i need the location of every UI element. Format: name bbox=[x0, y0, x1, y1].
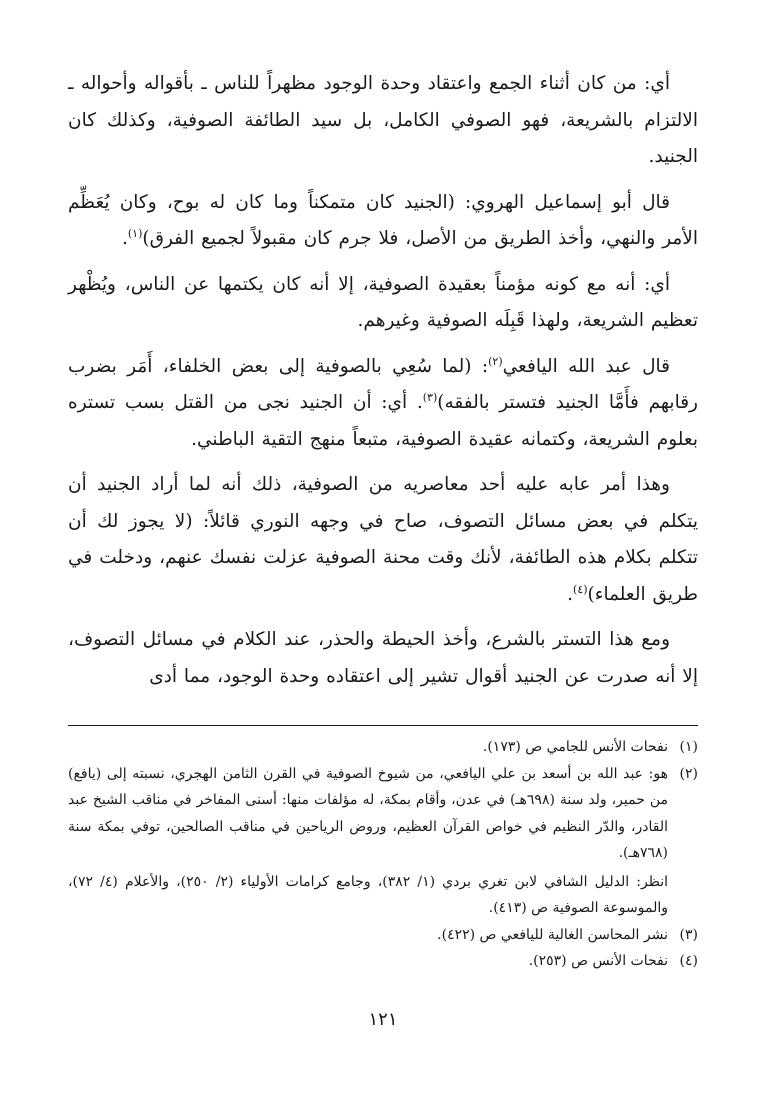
paragraph-1: أي: من كان أثناء الجمع واعتقاد وحدة الوجود مظهراً للناس ـ بأقواله وأحواله ـ الالتزام بالشريعة، فهو الصوفي الكامل، بل سيد الطائفة الصوفية، وكذلك كان الجنيد. bbox=[68, 73, 698, 167]
footnote-ref-4[interactable]: (٤) bbox=[573, 582, 588, 596]
footnote-ref-2[interactable]: (٢) bbox=[488, 354, 503, 368]
footnote-ref-3[interactable]: (٣) bbox=[422, 390, 438, 404]
footnote-1: (١) نفحات الأنس للجامي ص (١٧٣). bbox=[482, 739, 698, 755]
footnote-2-sources: انظر: الدليل الشافي لابن تغري بردي (١/ ٣٨٢)، وجامع كرامات الأولياء (٢/ ٢٥٠)، والأعلام (٤/ ٧٢)، والموسوعة الصوفية ص (٤١٣). bbox=[68, 873, 668, 916]
book-page bbox=[68, 66, 698, 1076]
footnote-divider bbox=[68, 725, 698, 726]
page-number: ١٢١ bbox=[368, 1009, 398, 1030]
footnote-3: (٣) نشر المحاسن الغالية لليافعي ص (٤٢٢). bbox=[437, 926, 698, 943]
footnotes-section bbox=[68, 734, 698, 975]
paragraph-6: ومع هذا التستر بالشرع، وأخذ الحيطة والحذر، عند الكلام في مسائل التصوف، إلا أنه صدرت عن الجنيد أقوال تشير إلى اعتقاده وحدة الوجود، مما أدى bbox=[68, 629, 698, 687]
footnote-ref-1[interactable]: (١) bbox=[127, 226, 143, 240]
footnote-4: (٤) نفحات الأنس ص (٢٥٣). bbox=[528, 953, 698, 969]
paragraph-5: وهذا أمر عابه عليه أحد معاصريه من الصوفية، ذلك أنه لما أراد الجنيد أن يتكلم في بعض مسائل التصوف، صاح في وجهه النوري قائلاً: (لا يجوز لك أن تتكلم بكلام هذه الطائفة، لأنك وقت محنة الصوفية عزلت نفسك عنهم، ودخلت في طريق العلماء)$^{(٤)}$. bbox=[68, 474, 698, 605]
paragraph-2: قال أبو إسماعيل الهروي: (الجنيد كان متمكناً وما كان له بوح، وكان يُعَظِّم الأمر والنهي، وأخذ الطريق من الأصل، فلا جرم كان مقبولاً لجميع الفرق)$^{(١)}$. bbox=[68, 191, 698, 249]
paragraph-3: أي: أنه مع كونه مؤمناً بعقيدة الصوفية، إلا أنه كان يكتمها عن الناس، ويُظْهر تعظيم الشريعة، ولهذا قَبِلَه الصوفية وغيرهم. bbox=[68, 273, 698, 331]
paragraph-4: قال عبد الله اليافعي$^{(٢)}$: (لما سُعِي بالصوفية إلى بعض الخلفاء، أَمَر بضرب رقابهم فأَمَّا الجنيد فتستر بالفقه)$^{(٣)}$. أي: أن الجنيد نجى من القتل بسب تستره بعلوم الشريعة، وكتمانه عقيدة الصوفية، متبعاً منهج التقية الباطني. bbox=[68, 354, 698, 450]
footnote-2: (٢) هو: عبد الله بن أسعد بن علي اليافعي، من شيوخ الصوفية في القرن الثامن الهجري، نسبته إلى (يافع) من حمير، ولد سنة (٦٩٨هـ) في عدن، وأقام بمكة، له مؤلفات منها: أسنى المفاخر في مناقب الشيخ عبد القادر، والدّر النظيم في خواص القرآن العظيم، وروض الرياحين في مناقب الصالحين، توفي بمكة سنة (٧٦٨هـ). bbox=[68, 765, 698, 861]
